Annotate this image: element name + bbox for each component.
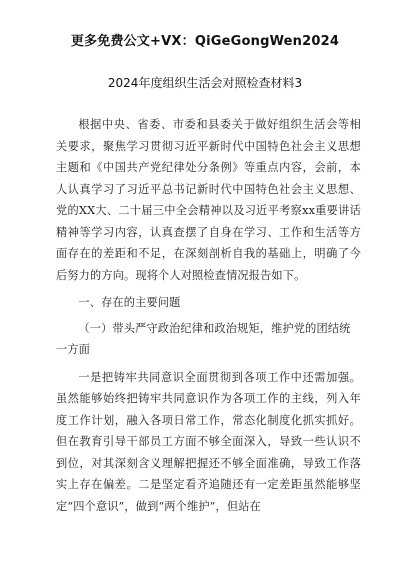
document-body xyxy=(56,114,361,523)
body-paragraph: 一是把铸牢共同意识全面贯彻到各项工作中还需加强。虽然能够始终把铸牢共同意识作为各项工作的主线，列入年度工作计划，融入各项日常工作，常态化制度化抓实抓好。但在教育引导干部员工方面不够全面深入，导致一些认识不到位，对其深刻含义理解把握还不够全面准确，导致工作落实上存在偏差。二是坚定看齐追随还有一定差距虽然能够坚定“四个意识”，做到“两个维护”，但站在 xyxy=(56,370,361,513)
document-title: 2024年度组织生活会对照检查材料3 xyxy=(107,76,303,90)
subsection-heading: （一）带头严守政治纪律和政治规矩，维护党的团结统一方面 xyxy=(56,321,351,356)
section-heading: 一、存在的主要问题 xyxy=(78,296,181,309)
page-header-watermark: 更多免费公文+VX：QiGeGongWen2024 xyxy=(70,34,340,49)
intro-paragraph: 根据中央、省委、市委和县委关于做好组织生活会等相关要求，聚焦学习贯彻习近平新时代中国特色社会主义思想主题和《中国共产党纪律处分条例》等重点内容，会前，本人认真学习了习近平总书记新时代中国特色社会主义思想、党的XX大、二十届三中全会精神以及习近平考察xx重要讲话精神等学习内容，认真查摆了自身在学习、工作和生活等方面存在的差距和不足，在深刻剖析自我的基础上，明确了今后努力的方向。现将个人对照检查情况报告如下。 xyxy=(56,118,361,282)
